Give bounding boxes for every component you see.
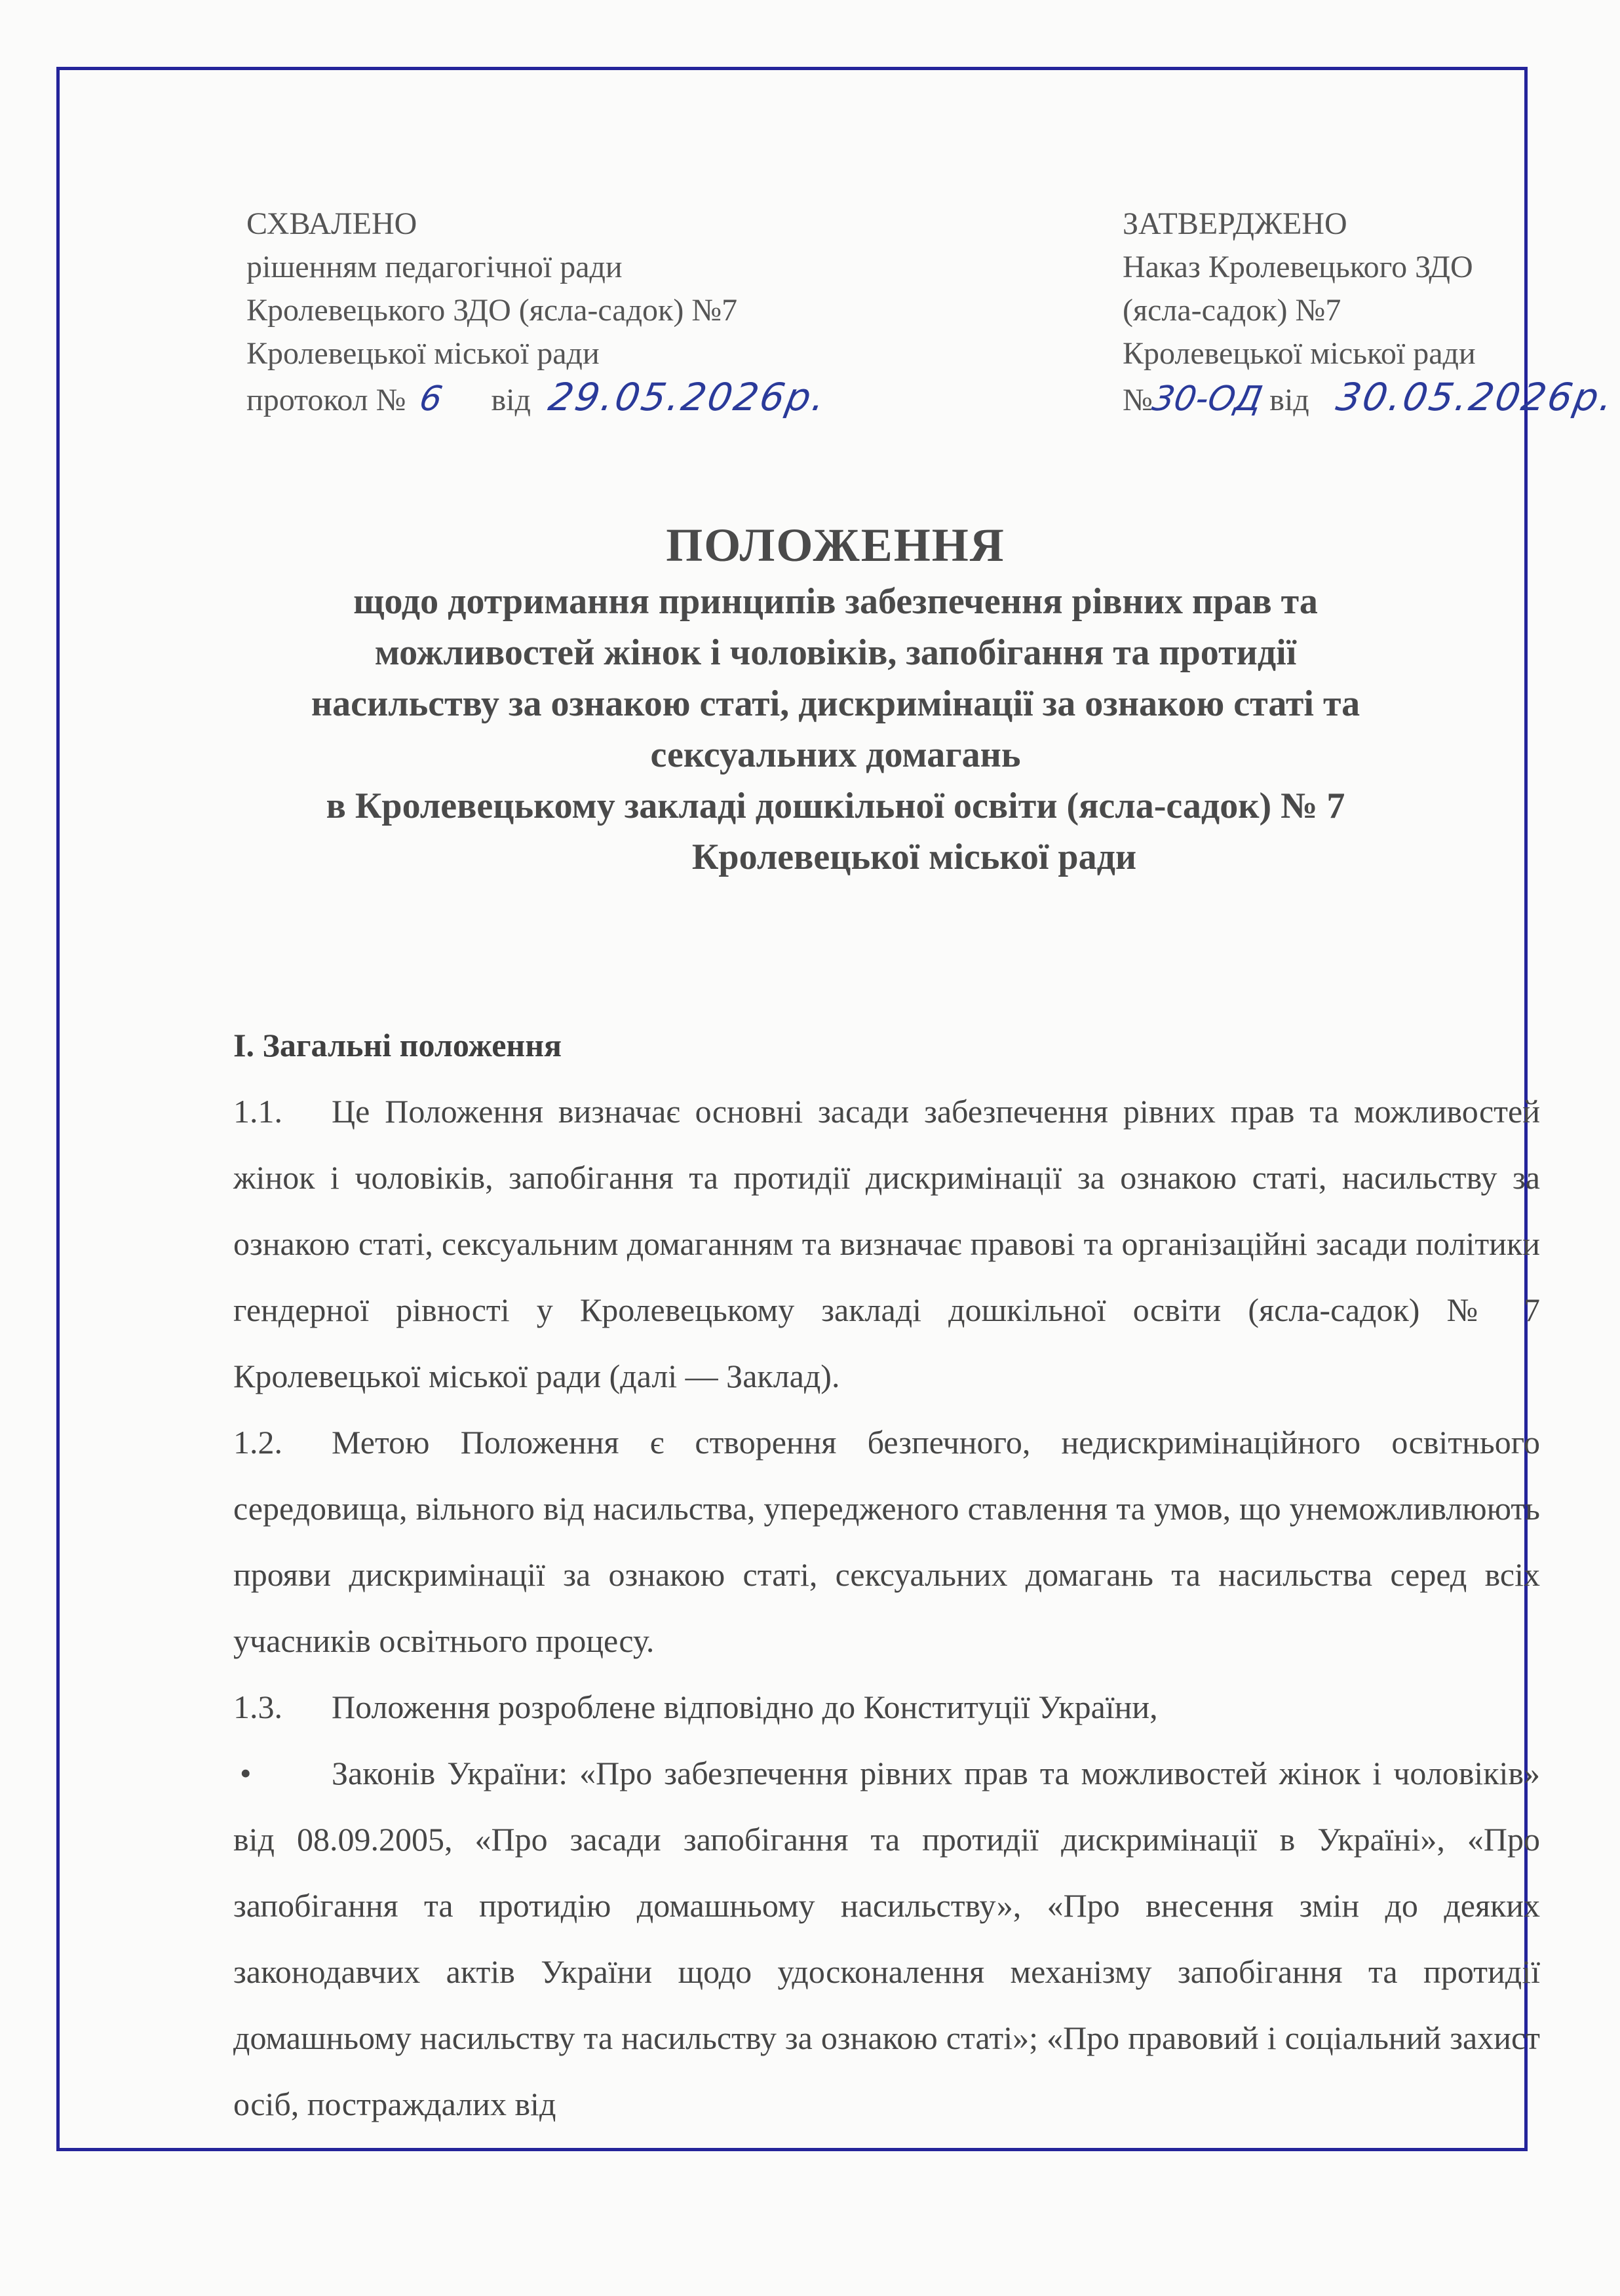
paragraph-text: Положення розроблене відповідно до Конституції України, [332,1689,1158,1725]
order-date-label: від [1269,383,1309,417]
subtitle-line-1: щодо дотримання принципів забезпечення рівних прав та [353,581,1318,622]
subtitle-line-4: сексуальних домагань [650,735,1021,775]
approved-line-4: Кролевецької міської ради [1123,336,1476,371]
document-subtitle [151,576,1520,883]
paragraph-1-1 [233,1079,1540,1409]
paragraph-number: 1.2. [233,1424,282,1461]
paragraph-1-3 [233,1674,1540,1740]
protocol-date-handwritten: 29.05.2026р. [545,375,831,419]
approval-block-left [246,202,876,422]
approval-line-4: Кролевецької міської ради [246,336,600,371]
order-line [1123,375,1619,422]
order-number-handwritten: 30-ОД [1149,379,1265,419]
approval-title: СХВАЛЕНО [246,206,417,241]
order-date-handwritten: 30.05.2026р. [1332,375,1619,419]
paragraph-number: 1.3. [233,1689,282,1725]
protocol-number-handwritten: 6 [417,379,448,419]
paragraph-text: Метою Положення є створення безпечного, недискримінаційного освітнього середовища, вільного від насильства, упередженого ставлення та умов, що унеможливлюють прояви дискримінації за ознакою статі, сексуальних домагань та насильства серед всіх учасників освітнього процесу. [233,1424,1540,1659]
document-body [233,1012,1540,2137]
protocol-line [246,375,876,422]
approval-block-right [1123,202,1619,422]
subtitle-line-2: можливостей жінок і чоловіків, запобігання та протидії [374,632,1297,673]
document-title: ПОЛОЖЕННЯ [666,519,1005,571]
order-label: № [1123,383,1153,417]
section-heading: І. Загальні положення [233,1027,562,1063]
subtitle-line-6: Кролевецької міської ради [691,837,1137,877]
bullet-text: Законів України: «Про забезпечення рівних прав та можливостей жінок і чоловіків» від 08.09.2005, «Про засади запобігання та протидії дискримінації в Україні», «Про запобігання та протидію домашньому насильству», «Про внесення змін до деяких законодавчих актів України щодо удосконалення механізму запобігання та протидії домашньому насильству та насильству за ознакою статі»; «Про правовий і соціальний захист осіб, постраждалих від [233,1755,1540,2122]
approved-line-2: Наказ Кролевецького ЗДО [1123,250,1473,284]
approval-line-2: рішенням педагогічної ради [246,250,623,284]
protocol-date-label: від [491,383,531,417]
paragraph-text: Це Положення визначає основні засади забезпечення рівних прав та можливостей жінок і чоловіків, запобігання та протидії дискримінації за ознакою статі, насильству за ознакою статі, сексуальним домаганням та визначає правові та організаційні засади політики гендерної рівності у Кролевецькому закладі дошкільної освіти (ясла-садок) № 7 Кролевецької міської ради (далі — Заклад). [233,1093,1540,1394]
protocol-label: протокол № [246,383,406,417]
subtitle-line-5: в Кролевецькому закладі дошкільної освіти (ясла-садок) № 7 [326,786,1345,826]
paragraph-number: 1.1. [233,1093,282,1130]
approval-line-3: Кролевецького ЗДО (ясла-садок) №7 [246,293,738,328]
approved-line-3: (ясла-садок) №7 [1123,293,1341,328]
paragraph-1-2 [233,1409,1540,1674]
approved-title: ЗАТВЕРДЖЕНО [1123,206,1347,241]
document-title-block [151,514,1520,883]
bullet-icon: • [240,1755,252,1791]
subtitle-line-3: насильству за ознакою статі, дискримінації за ознакою статі та [311,683,1360,724]
bullet-laws [233,1740,1540,2137]
